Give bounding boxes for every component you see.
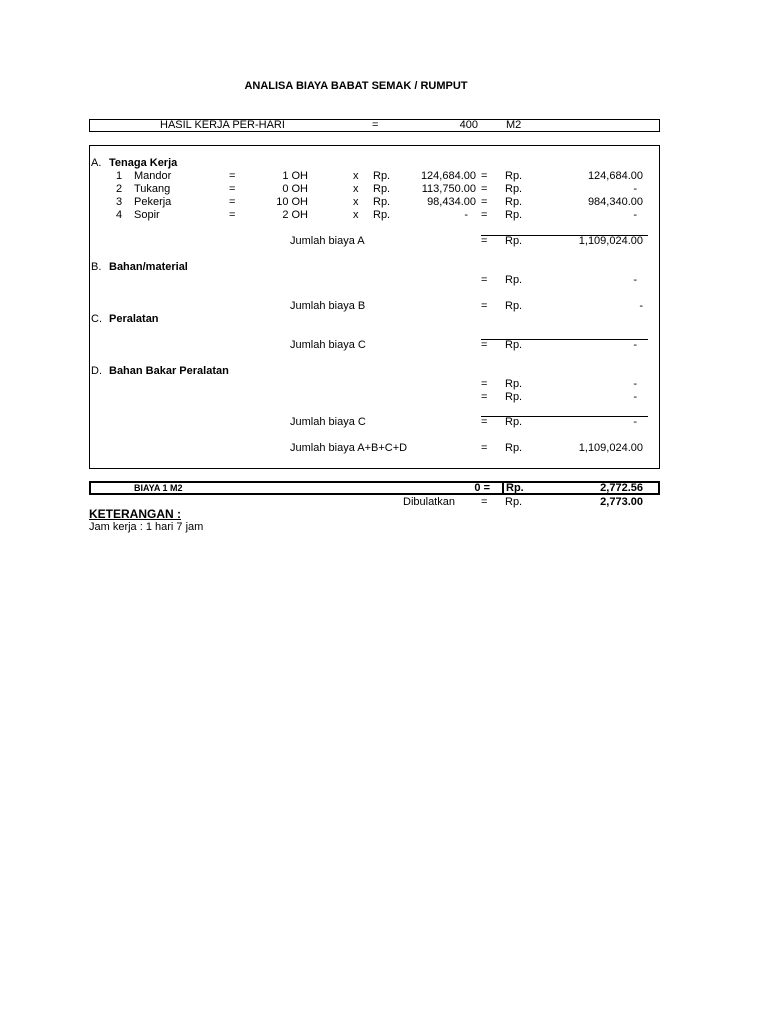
- hasil-value: 400: [459, 119, 478, 131]
- row-total: -: [633, 209, 637, 221]
- equals-sign: =: [481, 235, 488, 247]
- multiply-sign: x: [353, 209, 359, 221]
- page-title: ANALISA BIAYA BABAT SEMAK / RUMPUT: [244, 80, 468, 92]
- unit-price: -: [464, 209, 468, 221]
- fuel-value: -: [633, 391, 637, 403]
- biaya-value: 2,772.56: [600, 482, 643, 494]
- sum-c-value: -: [633, 339, 637, 351]
- currency-label: Rp.: [505, 300, 523, 312]
- currency-label: Rp.: [505, 274, 523, 286]
- hasil-label: HASIL KERJA PER-HARI: [160, 119, 285, 131]
- worker-name: Pekerja: [134, 196, 172, 208]
- equals-sign: =: [481, 209, 488, 221]
- sum-c-label: Jumlah biaya C: [290, 339, 366, 351]
- row-number: 2: [116, 183, 123, 195]
- hasil-equals: =: [372, 119, 379, 131]
- currency-label: Rp.: [506, 482, 524, 494]
- equals-sign: =: [481, 339, 488, 351]
- currency-label: Rp.: [373, 196, 391, 208]
- currency-label: Rp.: [505, 496, 523, 508]
- quantity: 2 OH: [282, 209, 308, 221]
- section-b-letter: B.: [91, 261, 102, 273]
- equals-sign: =: [229, 196, 236, 208]
- sum-a-label: Jumlah biaya A: [290, 235, 365, 247]
- currency-label: Rp.: [505, 209, 523, 221]
- currency-label: Rp.: [505, 196, 523, 208]
- currency-label: Rp.: [373, 170, 391, 182]
- sum-b-value: -: [639, 300, 643, 312]
- row-number: 3: [116, 196, 123, 208]
- row-total: 984,340.00: [587, 196, 643, 208]
- row-number: 1: [116, 170, 123, 182]
- keterangan-text: Jam kerja : 1 hari 7 jam: [89, 521, 204, 533]
- currency-label: Rp.: [505, 378, 523, 390]
- equals-sign: =: [229, 209, 236, 221]
- section-c-title: Peralatan: [109, 313, 159, 325]
- currency-label: Rp.: [505, 183, 523, 195]
- currency-label: Rp.: [373, 183, 391, 195]
- currency-label: Rp.: [373, 209, 391, 221]
- biaya-zero: 0 =: [474, 482, 490, 494]
- equals-sign: =: [481, 196, 488, 208]
- equals-sign: =: [481, 274, 488, 286]
- dibulatkan-value: 2,773.00: [600, 496, 643, 508]
- equals-sign: =: [481, 391, 488, 403]
- equals-sign: =: [481, 378, 488, 390]
- multiply-sign: x: [353, 183, 359, 195]
- multiply-sign: x: [353, 196, 359, 208]
- section-b-title: Bahan/material: [109, 261, 188, 273]
- section-c-letter: C.: [91, 313, 102, 325]
- currency-label: Rp.: [505, 416, 523, 428]
- grand-total-value: 1,109,024.00: [578, 442, 643, 454]
- unit-price: 124,684.00: [420, 170, 476, 182]
- material-value: -: [633, 274, 637, 286]
- section-a-title: Tenaga Kerja: [109, 157, 178, 169]
- biaya-label: BIAYA 1 M2: [134, 483, 183, 493]
- equals-sign: =: [481, 300, 488, 312]
- sum-a-value: 1,109,024.00: [578, 235, 643, 247]
- hasil-unit: M2: [506, 119, 522, 131]
- currency-label: Rp.: [505, 235, 523, 247]
- sum-b-label: Jumlah biaya B: [290, 300, 366, 312]
- worker-name: Sopir: [134, 209, 160, 221]
- sum-d-label: Jumlah biaya C: [290, 416, 366, 428]
- worker-name: Mandor: [134, 170, 172, 182]
- equals-sign: =: [481, 442, 488, 454]
- currency-label: Rp.: [505, 442, 523, 454]
- row-total: 124,684.00: [587, 170, 643, 182]
- dibulatkan-label: Dibulatkan: [403, 496, 455, 508]
- equals-sign: =: [229, 183, 236, 195]
- fuel-value: -: [633, 378, 637, 390]
- unit-price: 113,750.00: [421, 183, 476, 195]
- equals-sign: =: [481, 416, 488, 428]
- quantity: 10 OH: [276, 196, 308, 208]
- biaya-divider: [502, 481, 504, 495]
- equals-sign: =: [481, 170, 488, 182]
- unit-price: 98,434.00: [427, 196, 476, 208]
- quantity: 0 OH: [282, 183, 308, 195]
- section-d-title: Bahan Bakar Peralatan: [109, 365, 229, 377]
- row-number: 4: [116, 209, 123, 221]
- equals-sign: =: [229, 170, 236, 182]
- equals-sign: =: [481, 496, 488, 508]
- grand-total-label: Jumlah biaya A+B+C+D: [290, 442, 408, 454]
- multiply-sign: x: [353, 170, 359, 182]
- equals-sign: =: [481, 183, 488, 195]
- currency-label: Rp.: [505, 391, 523, 403]
- keterangan-title: KETERANGAN :: [89, 507, 181, 521]
- currency-label: Rp.: [505, 170, 523, 182]
- row-total: -: [633, 183, 637, 195]
- section-a-letter: A.: [91, 157, 102, 169]
- sum-d-value: -: [633, 416, 637, 428]
- section-d-letter: D.: [91, 365, 102, 377]
- worker-name: Tukang: [134, 183, 171, 195]
- quantity: 1 OH: [282, 170, 308, 182]
- currency-label: Rp.: [505, 339, 523, 351]
